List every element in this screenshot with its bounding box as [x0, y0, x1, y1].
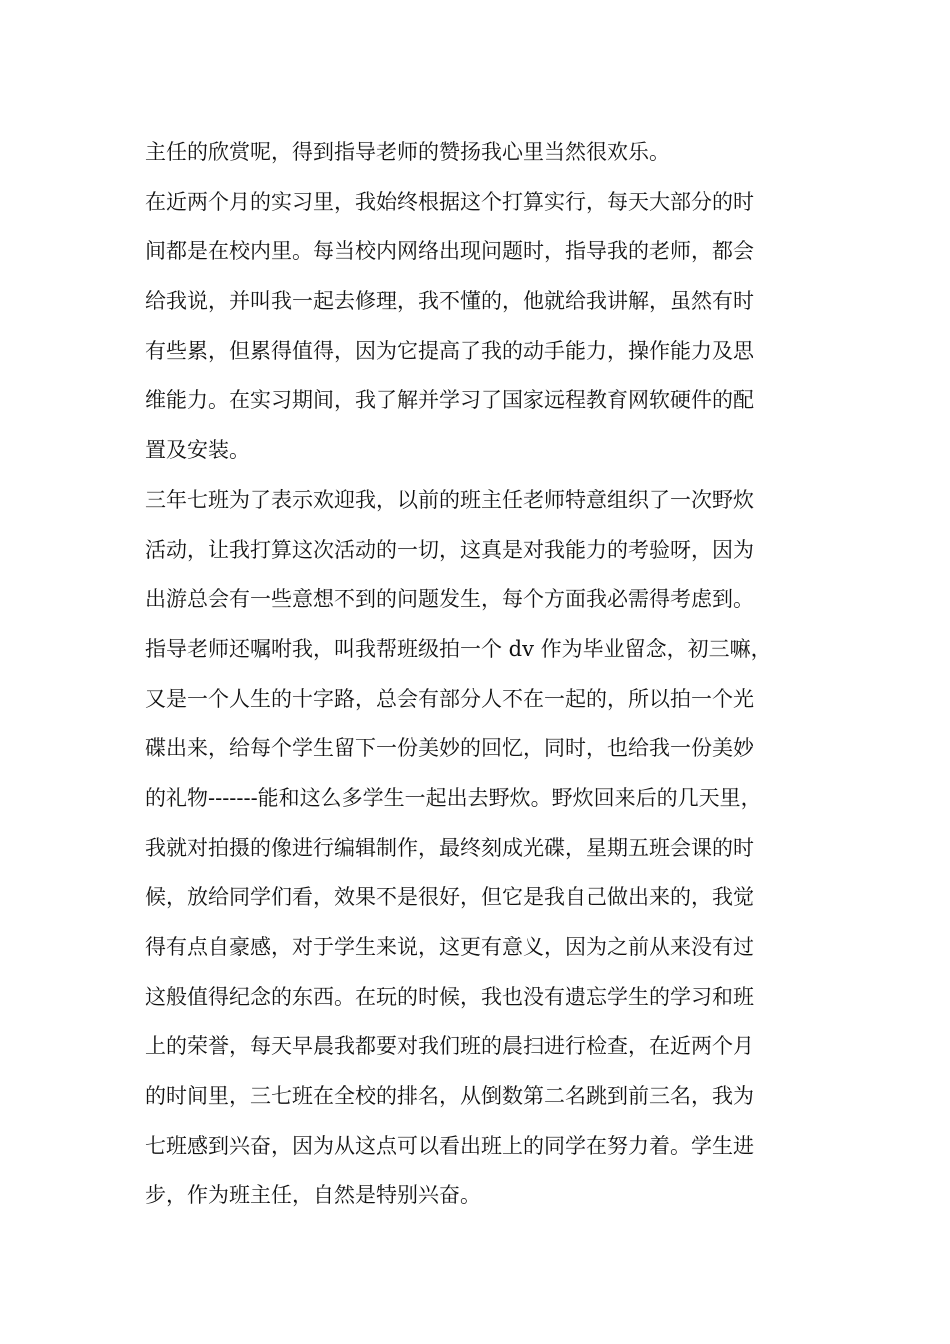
text-line: 有些累，但累得值得，因为它提高了我的动手能力，操作能力及思	[145, 338, 754, 363]
text-line: 上的荣誉，每天早晨我都要对我们班的晨扫进行检查，在近两个月	[145, 1034, 754, 1059]
text-line: 步，作为班主任，自然是特别兴奋。	[145, 1183, 481, 1208]
text-line: 这般值得纪念的东西。在玩的时候，我也没有遗忘学生的学习和班	[145, 984, 754, 1009]
text-line: 指导老师还嘱咐我，叫我帮班级拍一个 dv 作为毕业留念，初三嘛，	[145, 636, 772, 661]
text-line: 候，放给同学们看，效果不是很好，但它是我自己做出来的，我觉	[145, 885, 754, 910]
text-line: 间都是在校内里。每当校内网络出现问题时，指导我的老师，都会	[145, 239, 754, 264]
text-line: 的时间里，三七班在全校的排名，从倒数第二名跳到前三名，我为	[145, 1084, 754, 1109]
text-line: 主任的欣赏呢，得到指导老师的赞扬我心里当然很欢乐。	[145, 140, 670, 164]
text-line: 碟出来，给每个学生留下一份美妙的回忆，同时，也给我一份美妙	[145, 736, 754, 761]
text-line: 得有点自豪感，对于学生来说，这更有意义，因为之前从来没有过	[145, 935, 754, 959]
text-line: 活动，让我打算这次活动的一切，这真是对我能力的考验呀，因为	[145, 537, 754, 562]
text-line: 给我说，并叫我一起去修理，我不懂的，他就给我讲解，虽然有时	[145, 289, 754, 314]
text-line: 我就对拍摄的像进行编辑制作，最终刻成光碟，星期五班会课的时	[145, 835, 754, 860]
body-text	[145, 132, 815, 1225]
text-line: 的礼物-------能和这么多学生一起出去野炊。野炊回来后的几天里，	[145, 785, 762, 810]
text-line: 置及安装。	[145, 438, 250, 463]
text-line: 在近两个月的实习里，我始终根据这个打算实行，每天大部分的时	[145, 189, 754, 214]
text-line: 又是一个人生的十字路，总会有部分人不在一起的，所以拍一个光	[145, 686, 754, 711]
text-line: 维能力。在实习期间，我了解并学习了国家远程教育网软硬件的配	[145, 388, 754, 413]
text-line: 三年七班为了表示欢迎我，以前的班主任老师特意组织了一次野炊	[145, 487, 754, 512]
text-line: 七班感到兴奋，因为从这点可以看出班上的同学在努力着。学生进	[145, 1133, 754, 1158]
text-line: 出游总会有一些意想不到的问题发生，每个方面我必需得考虑到。	[145, 587, 754, 612]
